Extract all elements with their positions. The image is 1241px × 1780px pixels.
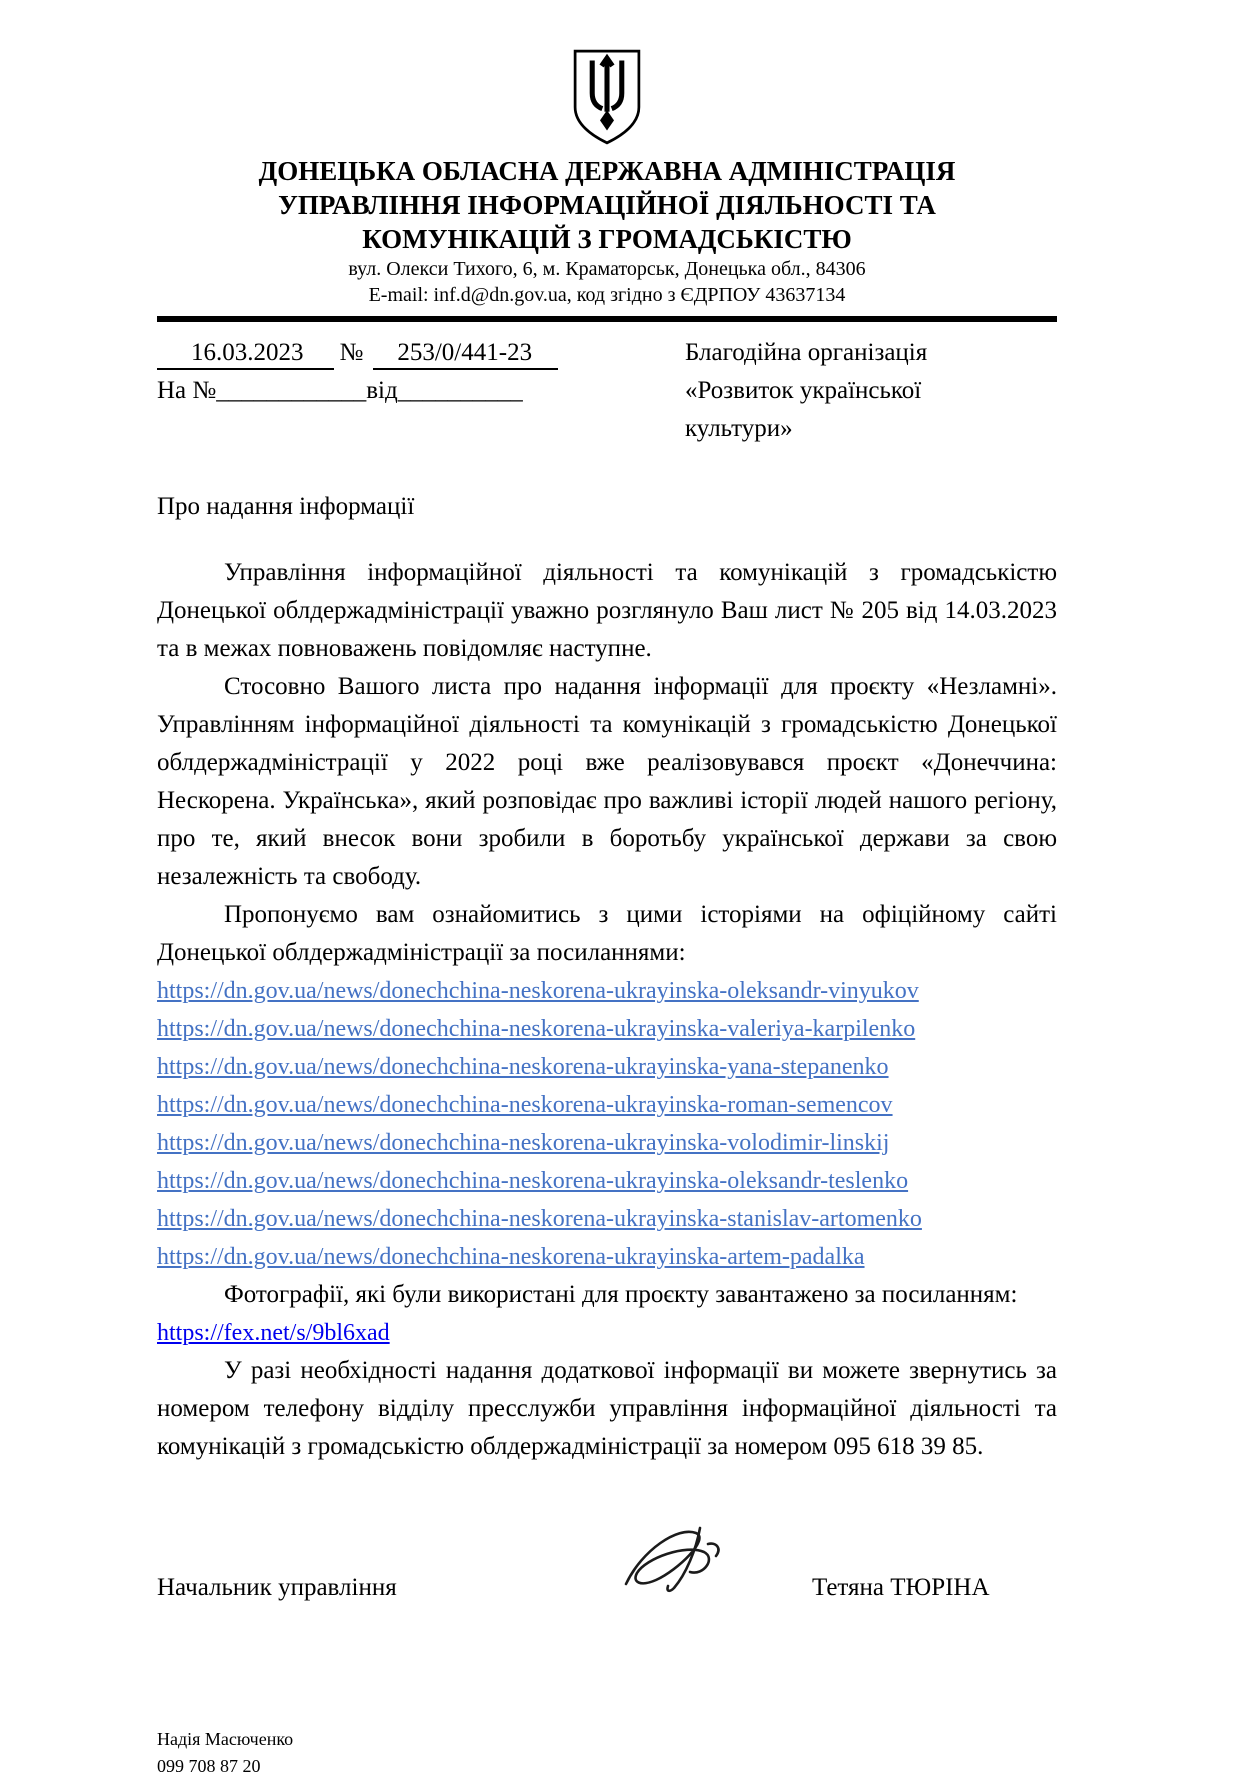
paragraph-1: Управління інформаційної діяльності та комунікацій з громадськістю Донецької облдержадміністрації уважно розглянуло Ваш лист № 205 від 14.03.2023 та в межах повноважень повідомляє наступне. bbox=[157, 559, 1057, 662]
story-link-artem-padalka[interactable]: https://dn.gov.ua/news/donechchina-neskorena-ukrayinska-artem-padalka bbox=[157, 1244, 865, 1270]
org-address: вул. Олекси Тихого, 6, м. Краматорськ, Донецька обл., 84306 bbox=[348, 258, 866, 280]
story-link-stanislav-artomenko[interactable]: https://dn.gov.ua/news/donechchina-neskorena-ukrayinska-stanislav-artomenko bbox=[157, 1206, 922, 1232]
ukraine-trident-icon bbox=[560, 48, 654, 146]
executor-block bbox=[157, 1726, 1057, 1780]
recipient-line-2: «Розвиток української bbox=[685, 377, 922, 404]
org-email-line: E-mail: inf.d@dn.gov.ua, код згідно з ЄДРПОУ 43637134 bbox=[368, 284, 846, 306]
signer-position: Начальник управління bbox=[157, 1574, 397, 1601]
paragraph-3: Пропонуємо вам ознайомитись з цими історіями на офіційному сайті Донецької облдержадміністрації за посиланнями: bbox=[157, 901, 1057, 966]
org-name-line-2: УПРАВЛІННЯ ІНФОРМАЦІЙНОЇ ДІЯЛЬНОСТІ ТА bbox=[278, 190, 936, 220]
story-link-yana-stepanenko[interactable]: https://dn.gov.ua/news/donechchina-neskorena-ukrayinska-yana-stepanenko bbox=[157, 1054, 889, 1080]
letter-number: 253/0/441-23 bbox=[373, 338, 558, 370]
story-link-valeriya-karpilenko[interactable]: https://dn.gov.ua/news/donechchina-neskorena-ukrayinska-valeriya-karpilenko bbox=[157, 1016, 916, 1042]
story-link-volodimir-linskij[interactable]: https://dn.gov.ua/news/donechchina-neskorena-ukrayinska-volodimir-linskij bbox=[157, 1130, 890, 1156]
paragraph-2: Стосовно Вашого листа про надання інформації для проєкту «Незламні». Управлінням інформаційної діяльності та комунікацій з громадськістю Донецької облдержадміністрації у 2022 році вже реалізовувався проєкт «Донеччина: Нескорена. Українська», який розповідає про важливі історії людей нашого регіону, про те, який внесок вони зробили в боротьбу української держави за свою незалежність та свободу. bbox=[157, 673, 1057, 890]
number-sign: № bbox=[339, 339, 364, 366]
paragraph-5: У разі необхідності надання додаткової інформації ви можете звернутись за номером телефону відділу пресслужби управління інформаційної діяльності та комунікацій з громадськістю облдержадміністрації за номером 095 618 39 85. bbox=[157, 1357, 1057, 1460]
executor-name: Надія Масюченко bbox=[157, 1729, 294, 1749]
story-links-list bbox=[157, 972, 1057, 1276]
story-link-oleksandr-teslenko[interactable]: https://dn.gov.ua/news/donechchina-neskorena-ukrayinska-oleksandr-teslenko bbox=[157, 1168, 909, 1194]
org-name-line-3: КОМУНІКАЦІЙ З ГРОМАДСЬКІСТЮ bbox=[362, 224, 852, 254]
paragraph-photos: Фотографії, які були використані для проєкту завантажено за посиланням: bbox=[224, 1281, 1018, 1308]
photos-download-link[interactable]: https://fex.net/s/9bl6xad bbox=[157, 1320, 390, 1346]
story-link-oleksandr-vinyukov[interactable]: https://dn.gov.ua/news/donechchina-neskorena-ukrayinska-oleksandr-vinyukov bbox=[157, 978, 919, 1004]
org-name-block bbox=[157, 154, 1057, 256]
signature-row bbox=[157, 1522, 1057, 1640]
recipient-line-3: культури» bbox=[685, 415, 793, 442]
org-contacts-block bbox=[157, 256, 1057, 308]
org-name-line-1: ДОНЕЦЬКА ОБЛАСНА ДЕРЖАВНА АДМІНІСТРАЦІЯ bbox=[258, 156, 956, 186]
reference-left-column bbox=[157, 334, 685, 448]
handwritten-signature-icon bbox=[612, 1522, 737, 1617]
recipient-line-1: Благодійна організація bbox=[685, 339, 928, 366]
letter-body bbox=[157, 554, 1057, 1466]
letter-subject: Про надання інформації bbox=[157, 493, 415, 520]
reference-block bbox=[157, 334, 1057, 448]
letter-date: 16.03.2023 bbox=[157, 338, 334, 370]
recipient-block bbox=[685, 334, 1057, 448]
outgoing-number-line bbox=[157, 334, 685, 372]
header-divider bbox=[157, 316, 1057, 322]
reply-to-line: На №____________від__________ bbox=[157, 377, 523, 404]
executor-phone: 099 708 87 20 bbox=[157, 1756, 261, 1776]
signer-name: Тетяна ТЮРІНА bbox=[812, 1574, 990, 1601]
story-link-roman-semencov[interactable]: https://dn.gov.ua/news/donechchina-neskorena-ukrayinska-roman-semencov bbox=[157, 1092, 893, 1118]
emblem-container bbox=[157, 48, 1057, 146]
